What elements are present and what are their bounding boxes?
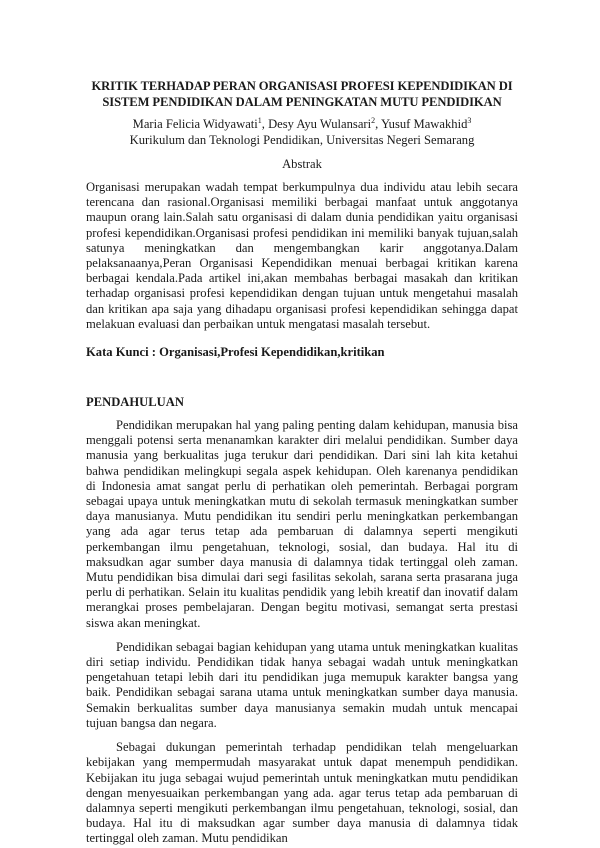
body-paragraph: Sebagai dukungan pemerintah terhadap pendidikan telah mengeluarkan kebijakan yang mempermudah masyarakat untuk dapat menempuh pendidikan. Kebijakan itu juga sebagai wujud pemerintah untuk meningkatkan mutu pendidikan dengan menyesuaikan perkembangan yang ada. agar terus tetap ada pembaruan di dalamnya seperti mengikuti perkembangan ilmu pengetahuan, teknologi, sosial, dan budaya. Hal itu di maksudkan agar sumber daya manusia di dalamnya tidak tertinggal oleh zaman. Mutu pendidikan [86, 740, 518, 846]
author-list: Maria Felicia Widyawati$^1$, Desy Ayu Wulansari$^2$, Yusuf Mawakhid$^3$ [132, 115, 472, 131]
author-name: Desy Ayu Wulansari [268, 117, 372, 131]
title-line-2: SISTEM PENDIDIKAN DALAM PENINGKATAN MUTU PENDIDIKAN [102, 95, 502, 109]
author-sup: 2 [371, 115, 376, 125]
title-line-1: KRITIK TERHADAP PERAN ORGANISASI PROFESI KEPENDIDIKAN DI [91, 79, 513, 93]
author-name: Yusuf Mawakhid [380, 117, 468, 131]
keywords: Kata Kunci : Organisasi,Profesi Kependidikan,kritikan [86, 345, 385, 360]
author-name: Maria Felicia Widyawati [132, 117, 258, 131]
author-sup: 3 [467, 115, 472, 125]
body-paragraph: Pendidikan merupakan hal yang paling penting dalam kehidupan, manusia bisa menggali potensi serta menanamkan karakter diri melalui pendidikan. Sumber daya manusia yang berkualitas juga terukur dari pendidikan. Dari sini lah kita ketahui bahwa pendidikan melingkupi segala aspek kehidupan. Oleh karenanya pendidikan di Indonesia amat sangat perlu di perhatikan oleh pemerintah. Berbagai porgram sebagai upaya untuk meningkatkan mutu di sekolah termasuk meningkatkan sumber daya manusianya. Mutu pendidikan itu sendiri perlu meningkatkan perkembangan yang ada agar terus tetap ada pembaruan di dalamnya seperti mengikuti perkembangan ilmu pengetahuan, teknologi, sosial, dan budaya. Hal itu di maksudkan agar sumber daya manusia di dalamnya tidak tertinggal oleh zaman. Mutu pendidikan bisa dimulai dari segi fasilitas sekolah, sarana serta prasarana juga perlu di perhatikan. Selain itu kualitas pendidik yang lebih kreatif dan inovatif dalam merangkai proses pembelajaran. Dengan begitu motivasi, semangat serta prestasi siswa akan meningkat. [86, 418, 518, 630]
abstract-text: Organisasi merupakan wadah tempat berkumpulnya dua individu atau lebih secara terencana dan rasional.Organisasi memiliki berbagai manfaat untuk anggotanya maupun orang lain.Salah satu organisasi di dalam dunia pendidikan yaitu organisasi profesi kependidikan.Organisasi profesi pendidikan ini memiliki banyak tujuan,salah satunya meningkatkan dan mengembangkan karir anggotanya.Dalam pelaksanaanya,Peran Organisasi Kependidikan menuai berbagai kritikan karena berbagai kendala.Pada artikel ini,akan membahas berbagai masakah dan kritikan terhadap organisasi profesi kependidikan dengan tujuan untuk mengetahui masalah dan kritikan apa saja yang dihadapu organisasi profesi kependidikan sehingga dapat melakuan evaluasi dan perbaikan untuk mengatasi masalah tersebut. [86, 180, 518, 331]
author-sup: 1 [257, 115, 262, 125]
section-heading: PENDAHULUAN [86, 395, 184, 410]
affiliation: Kurikulum dan Teknologi Pendidikan, Universitas Negeri Semarang [129, 133, 475, 147]
body-paragraph: Pendidikan sebagai bagian kehidupan yang utama untuk meningkatkan kualitas diri setiap individu. Pendidikan tidak hanya sebagai wadah untuk meningkatkan pengetahuan tetapi lebih dari itu pendidikan juga memupuk karakter bangsa yang baik. Pendidikan sebagai sarana utama untuk meningkatkan sumber daya manusia. Semakin berkualitas sumber daya manusianya semakin mudah untuk mencapai tujuan bangsa dan negara. [86, 639, 518, 730]
abstract-heading: Abstrak [282, 157, 322, 171]
paper-title [86, 78, 518, 110]
